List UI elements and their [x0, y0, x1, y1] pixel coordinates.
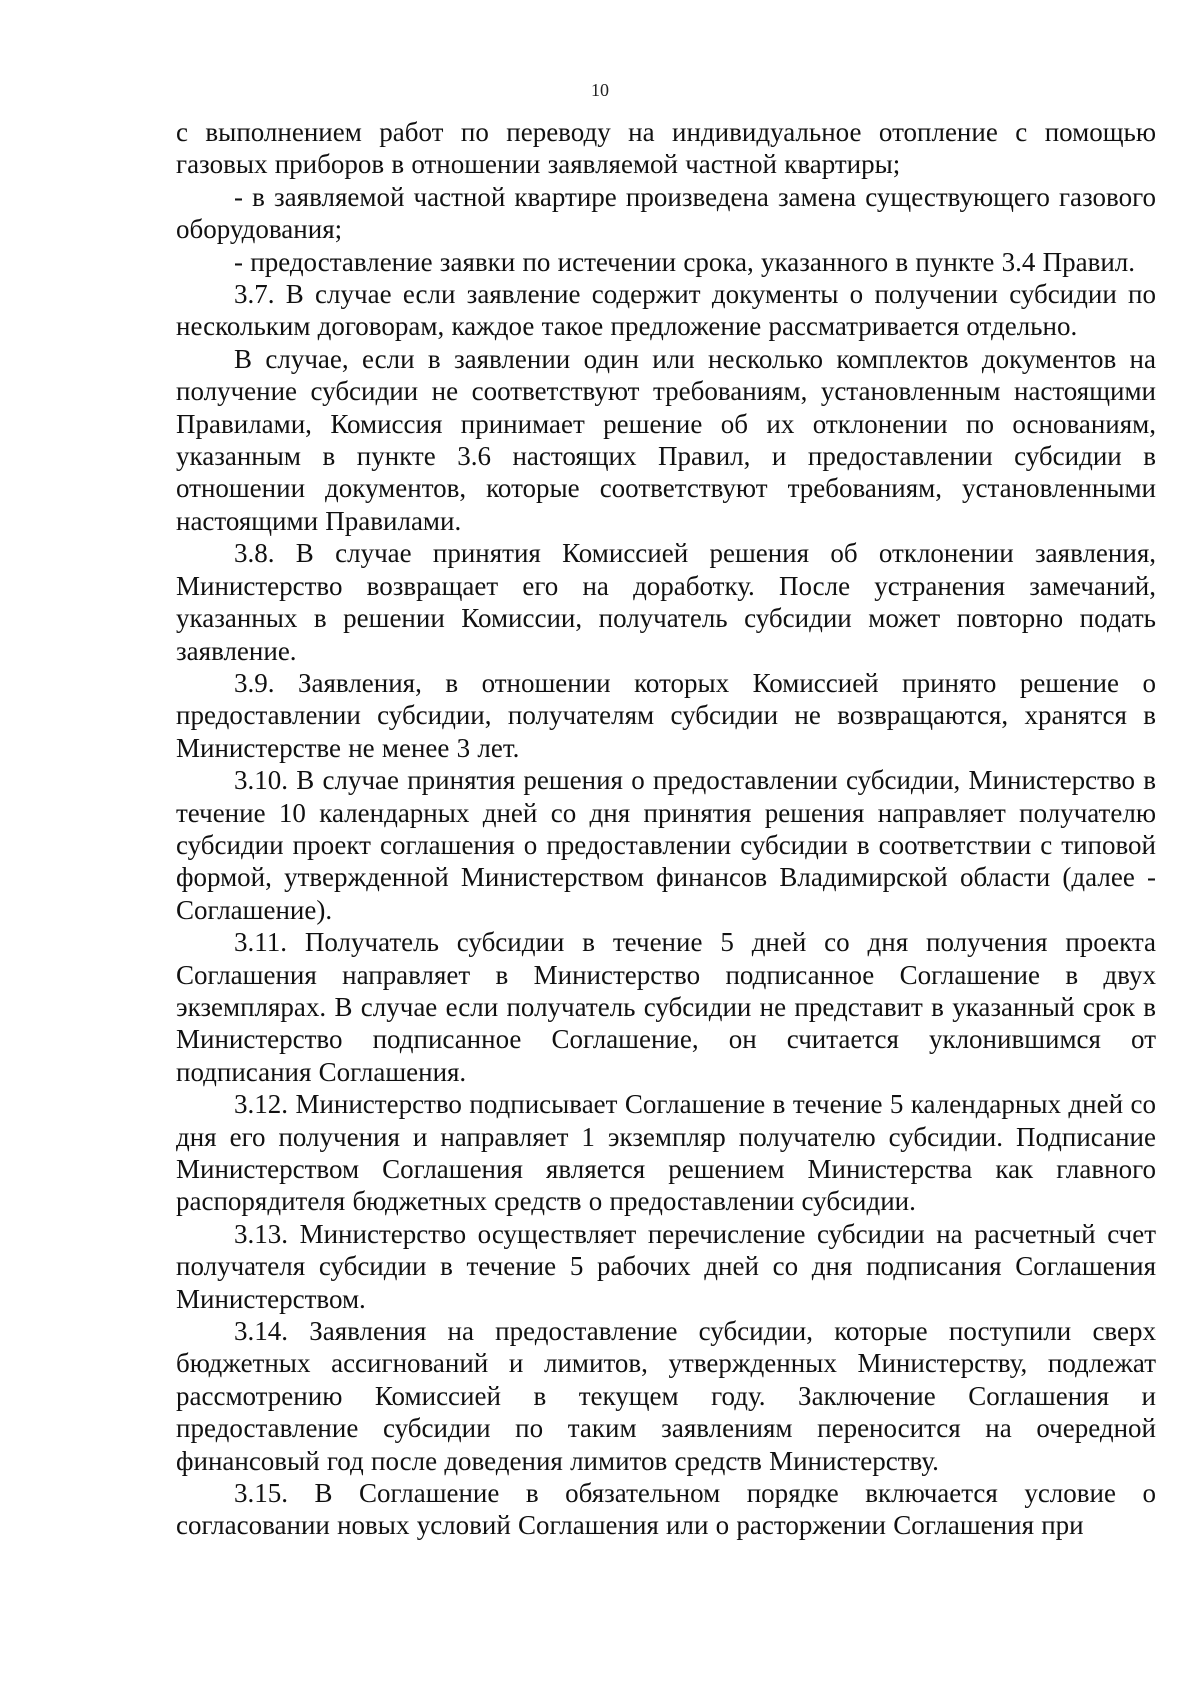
paragraph-3-13: 3.13. Министерство осуществляет перечисление субсидии на расчетный счет получателя субсидии в течение 5 рабочих дней со дня подписания Соглашения Министерством.: [176, 1218, 1156, 1314]
paragraph-3-15: 3.15. В Соглашение в обязательном порядке включается условие о согласовании новых условий Соглашения или о расторжении Соглашения при: [176, 1478, 1156, 1541]
paragraph-3-8: 3.8. В случае принятия Комиссией решения об отклонении заявления, Министерство возвращает его на доработку. После устранения замечаний, указанных в решении Комиссии, получатель субсидии может повторно подать заявление.: [176, 538, 1156, 666]
paragraph-3-14: 3.14. Заявления на предоставление субсидии, которые поступили сверх бюджетных ассигнований и лимитов, утвержденных Министерству, подлежат рассмотрению Комиссией в текущем году. Заключение Соглашения и предоставление субсидии по таким заявлениям переносится на очередной финансовый год после доведения лимитов средств Министерству.: [176, 1316, 1156, 1476]
document-body: [176, 116, 1156, 1542]
paragraph-3-9: 3.9. Заявления, в отношении которых Комиссией принято решение о предоставлении субсидии, получателям субсидии не возвращаются, хранятся в Министерстве не менее 3 лет.: [176, 667, 1156, 763]
list-item-dash: - предоставление заявки по истечении срока, указанного в пункте 3.4 Правил.: [234, 246, 1136, 277]
paragraph-3-10: 3.10. В случае принятия решения о предоставлении субсидии, Министерство в течение 10 календарных дней со дня принятия решения направляет получателю субсидии проект соглашения о предоставлении субсидии в соответствии с типовой формой, утвержденной Министерством финансов Владимирской области (далее - Соглашение).: [176, 765, 1156, 925]
paragraph-3-7: 3.7. В случае если заявление содержит документы о получении субсидии по нескольким договорам, каждое такое предложение рассматривается отдельно.: [176, 279, 1156, 342]
page-number: 10: [591, 80, 609, 100]
paragraph-continuation: с выполнением работ по переводу на индивидуальное отопление с помощью газовых приборов в отношении заявляемой частной квартиры;: [176, 117, 1156, 180]
paragraph-3-7-continued: В случае, если в заявлении один или несколько комплектов документов на получение субсидии не соответствуют требованиям, установленным настоящими Правилами, Комиссия принимает решение об их отклонении по основаниям, указанным в пункте 3.6 настоящих Правил, и предоставлении субсидии в отношении документов, которые соответствуют требованиям, установленными настоящими Правилами.: [176, 343, 1156, 536]
list-item-dash: - в заявляемой частной квартире произведена замена существующего газового оборудования;: [176, 181, 1156, 245]
paragraph-3-11: 3.11. Получатель субсидии в течение 5 дней со дня получения проекта Соглашения направляет в Министерство подписанное Соглашение в двух экземплярах. В случае если получатель субсидии не представит в указанный срок в Министерство подписанное Соглашение, он считается уклонившимся от подписания Соглашения.: [176, 927, 1156, 1087]
paragraph-3-12: 3.12. Министерство подписывает Соглашение в течение 5 календарных дней со дня его получения и направляет 1 экземпляр получателю субсидии. Подписание Министерством Соглашения является решением Министерства как главного распорядителя бюджетных средств о предоставлении субсидии.: [176, 1089, 1156, 1217]
